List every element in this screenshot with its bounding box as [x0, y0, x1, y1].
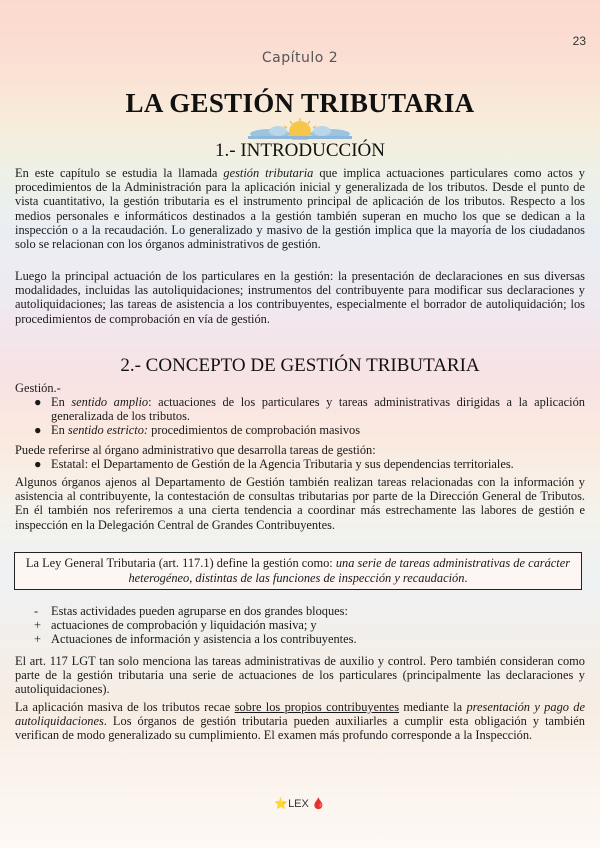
list-item: - Estas actividades pueden agruparse en dos grandes bloques: — [34, 604, 348, 618]
footer-text: LEX — [288, 798, 309, 810]
chapter-label: Capítulo 2 — [261, 50, 339, 66]
page-title: LA GESTIÓN TRIBUTARIA — [125, 88, 475, 118]
bloques-list — [15, 604, 585, 647]
list-item: ● Estatal: el Departamento de Gestión de la Agencia Tributaria y sus dependencias territoriales. — [34, 457, 514, 471]
footer-signature — [0, 797, 600, 810]
section-heading-introduccion: 1.- INTRODUCCIÓN — [215, 140, 385, 161]
sun-clouds-icon — [248, 118, 352, 140]
organo-intro: Puede referirse al órgano administrativo que desarrolla tareas de gestión: — [15, 443, 376, 457]
art-117-paragraph: El art. 117 LGT tan solo menciona las tareas administrativas de auxilio y control. Pero también consideran como parte de la gestión tributaria una serie de actuaciones de los particulares (principalmente las declaraciones y autoliquidaciones). — [15, 654, 585, 697]
list-item: + Actuaciones de información y asistencia a los contribuyentes. — [34, 632, 357, 647]
drop-icon: 🩸 — [311, 798, 326, 810]
list-item: ● En sentido amplio: actuaciones de los particulares y tareas administrativas dirigidas a la aplicación generalizada de los tributos. — [34, 395, 585, 424]
gestion-label: Gestión.- — [15, 381, 61, 395]
list-item: ● En sentido estricto: procedimientos de comprobación masivos — [34, 423, 361, 438]
intro-paragraph-1: En este capítulo se estudia la llamada gestión tributaria que implica actuaciones particulares como actos y procedimientos de la Administración para la aplicación inicial y generalizada de los tributos. Desde el punto de vista cuantitativo, la gestión tributaria es el instrumento principal de aplicación de los tributos. Respecto a los medios personales e informáticos destinados a la gestión también superan en mucho los que se dedican a la inspección o a la recaudación. Lo generalizado y masivo de la gestión implica que la mayoría de los ciudadanos solo se relacionan con los órganos administrativos de gestión. — [15, 166, 586, 252]
otros-organos-paragraph: Algunos órganos ajenos al Departamento de Gestión también realizan tareas relacionadas con la información y asistencia al contribuyente, la contestación de consultas tributarias por parte de la Dirección General de Tributos. En él también nos referiremos a una cierta tendencia a coordinar más estrechamente las labores de gestión e inspección en la Delegación Central de Grandes Contribuyentes. — [15, 475, 585, 532]
list-item: + actuaciones de comprobación y liquidación masiva; y — [34, 618, 317, 633]
definition-box: La Ley General Tributaria (art. 117.1) define la gestión como: una serie de tareas administrativas de carácter heterogéneo, distintas de las funciones de inspección y recaudación. — [14, 552, 582, 590]
bullet-icon: ● — [34, 395, 42, 409]
aplicacion-masiva-paragraph: La aplicación masiva de los tributos recae sobre los propios contribuyentes mediante la presentación y pago de autoliquidaciones. Los órganos de gestión tributaria pueden auxiliarles a cumplir esta obligación y también verifican de modo generalizado su cumplimiento. El examen más profundo corresponde a la Inspección. — [15, 700, 585, 743]
plus-marker: + — [34, 632, 41, 647]
plus-marker: + — [34, 618, 41, 633]
bullet-icon: ● — [34, 423, 42, 438]
dash-marker: - — [34, 604, 39, 618]
page-number: 23 — [572, 34, 586, 48]
gestion-sentido-list — [15, 395, 585, 438]
star-icon: ⭐ — [274, 798, 289, 810]
section-heading-concepto: 2.- CONCEPTO DE GESTIÓN TRIBUTARIA — [120, 355, 480, 376]
organo-list — [15, 457, 585, 471]
bullet-icon: ● — [34, 457, 42, 471]
intro-paragraph-2: Luego la principal actuación de los particulares en la gestión: la presentación de declaraciones en sus diversas modalidades, incluidas las autoliquidaciones; instrumentos del contribuyente para modificar sus declaraciones y autoliquidaciones; las tareas de asistencia a los contribuyentes, especialmente el borrador de autoliquidación; los procedimientos de comprobación en vía de gestión. — [15, 269, 585, 326]
